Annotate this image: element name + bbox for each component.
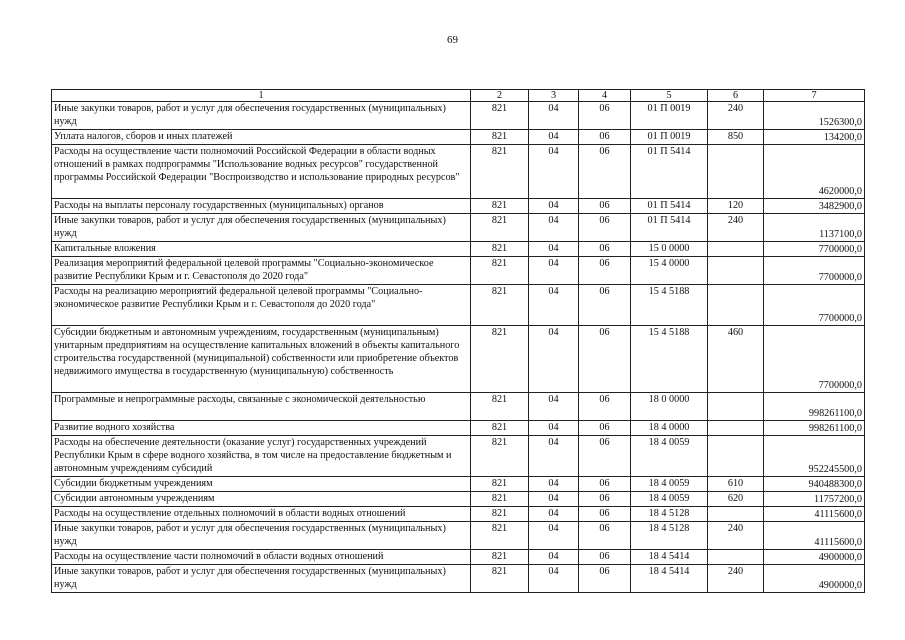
row-sum xyxy=(764,393,865,421)
row-pr: 06 xyxy=(579,102,631,130)
row-ved: 821 xyxy=(471,242,529,257)
row-rz: 04 xyxy=(529,492,579,507)
row-vr xyxy=(708,393,764,421)
row-name: Расходы на осуществление части полномочий Российской Федерации в области водных отношений в рамках подпрограммы "Использование водных ресурсов" государственной программы Российской Федерации "Воспроизводство и использование природных ресурсов" xyxy=(52,145,471,199)
table-row xyxy=(52,285,865,326)
row-vr xyxy=(708,507,764,522)
row-name: Реализация мероприятий федеральной целевой программы "Социально-экономическое развитие Республики Крым и г. Севастополя до 2020 года" xyxy=(52,257,471,285)
row-rz: 04 xyxy=(529,393,579,421)
row-csr: 18 4 5128 xyxy=(631,522,708,550)
row-rz: 04 xyxy=(529,436,579,477)
row-name: Иные закупки товаров, работ и услуг для обеспечения государственных (муниципальных) нужд xyxy=(52,522,471,550)
row-sum-value: 998261100,0 xyxy=(808,423,862,434)
table-row xyxy=(52,242,865,257)
table-row xyxy=(52,421,865,436)
row-vr xyxy=(708,421,764,436)
row-csr: 01 П 0019 xyxy=(631,102,708,130)
row-pr: 06 xyxy=(579,477,631,492)
row-sum xyxy=(764,522,865,550)
row-rz: 04 xyxy=(529,477,579,492)
row-ved: 821 xyxy=(471,550,529,565)
column-header: 1 xyxy=(52,90,471,102)
row-sum xyxy=(764,326,865,393)
row-csr: 15 0 0000 xyxy=(631,242,708,257)
row-ved: 821 xyxy=(471,285,529,326)
row-csr: 01 П 0019 xyxy=(631,130,708,145)
row-sum xyxy=(764,492,865,507)
row-sum xyxy=(764,199,865,214)
row-sum xyxy=(764,214,865,242)
row-rz: 04 xyxy=(529,326,579,393)
row-sum-value: 952245500,0 xyxy=(808,464,862,475)
row-ved: 821 xyxy=(471,436,529,477)
table-row xyxy=(52,492,865,507)
row-sum-value: 11757200,0 xyxy=(813,494,862,505)
row-pr: 06 xyxy=(579,214,631,242)
row-csr: 01 П 5414 xyxy=(631,145,708,199)
row-sum-value: 1526300,0 xyxy=(818,117,862,128)
column-header: 5 xyxy=(631,90,708,102)
row-ved: 821 xyxy=(471,522,529,550)
row-name: Субсидии автономным учреждениям xyxy=(52,492,471,507)
row-csr: 18 4 0059 xyxy=(631,436,708,477)
row-sum-value: 41115600,0 xyxy=(814,509,862,520)
row-pr: 06 xyxy=(579,507,631,522)
row-pr: 06 xyxy=(579,257,631,285)
row-pr: 06 xyxy=(579,145,631,199)
row-sum xyxy=(764,145,865,199)
column-header: 2 xyxy=(471,90,529,102)
row-rz: 04 xyxy=(529,214,579,242)
row-rz: 04 xyxy=(529,285,579,326)
table-row xyxy=(52,436,865,477)
row-ved: 821 xyxy=(471,393,529,421)
row-ved: 821 xyxy=(471,214,529,242)
column-number-row xyxy=(52,90,865,102)
row-vr xyxy=(708,550,764,565)
table-row xyxy=(52,130,865,145)
row-sum xyxy=(764,257,865,285)
row-vr: 240 xyxy=(708,565,764,593)
row-sum xyxy=(764,565,865,593)
row-ved: 821 xyxy=(471,326,529,393)
row-sum xyxy=(764,477,865,492)
row-rz: 04 xyxy=(529,242,579,257)
table-row xyxy=(52,550,865,565)
table-row xyxy=(52,145,865,199)
table-row xyxy=(52,477,865,492)
row-csr: 18 0 0000 xyxy=(631,393,708,421)
row-vr xyxy=(708,145,764,199)
budget-table xyxy=(51,89,865,593)
row-sum xyxy=(764,130,865,145)
table-row xyxy=(52,102,865,130)
row-sum-value: 4900000,0 xyxy=(818,580,862,591)
row-name: Иные закупки товаров, работ и услуг для обеспечения государственных (муниципальных) нужд xyxy=(52,102,471,130)
table-row xyxy=(52,257,865,285)
row-sum-value: 4620000,0 xyxy=(818,186,862,197)
row-csr: 18 4 5128 xyxy=(631,507,708,522)
column-header: 4 xyxy=(579,90,631,102)
column-header: 6 xyxy=(708,90,764,102)
row-vr: 240 xyxy=(708,102,764,130)
row-rz: 04 xyxy=(529,130,579,145)
row-rz: 04 xyxy=(529,145,579,199)
row-csr: 18 4 0059 xyxy=(631,477,708,492)
row-name: Субсидии бюджетным учреждениям xyxy=(52,477,471,492)
row-sum xyxy=(764,421,865,436)
row-pr: 06 xyxy=(579,492,631,507)
row-ved: 821 xyxy=(471,477,529,492)
row-csr: 15 4 5188 xyxy=(631,326,708,393)
row-ved: 821 xyxy=(471,421,529,436)
row-pr: 06 xyxy=(579,393,631,421)
row-vr: 610 xyxy=(708,477,764,492)
row-sum-value: 4900000,0 xyxy=(818,552,862,563)
row-name: Расходы на выплаты персоналу государственных (муниципальных) органов xyxy=(52,199,471,214)
row-sum xyxy=(764,242,865,257)
row-vr: 240 xyxy=(708,522,764,550)
row-sum-value: 41115600,0 xyxy=(814,537,862,548)
row-csr: 01 П 5414 xyxy=(631,199,708,214)
row-pr: 06 xyxy=(579,326,631,393)
row-rz: 04 xyxy=(529,507,579,522)
row-ved: 821 xyxy=(471,565,529,593)
row-vr xyxy=(708,242,764,257)
row-csr: 15 4 5188 xyxy=(631,285,708,326)
row-ved: 821 xyxy=(471,130,529,145)
row-csr: 18 4 0000 xyxy=(631,421,708,436)
row-vr: 120 xyxy=(708,199,764,214)
row-csr: 18 4 0059 xyxy=(631,492,708,507)
row-ved: 821 xyxy=(471,145,529,199)
page-number: 69 xyxy=(447,34,458,46)
row-name: Субсидии бюджетным и автономным учреждениям, государственным (муниципальным) унитарным предприятиям на осуществление капитальных вложений в объекты капитального строительства государственной (муниципальной) собственности или приобретение объектов недвижимого имущества в государственную (муниципальную) собственность xyxy=(52,326,471,393)
row-pr: 06 xyxy=(579,285,631,326)
row-vr xyxy=(708,257,764,285)
row-vr xyxy=(708,285,764,326)
row-sum xyxy=(764,436,865,477)
table-row xyxy=(52,199,865,214)
row-sum-value: 1137100,0 xyxy=(819,229,862,240)
row-csr: 01 П 5414 xyxy=(631,214,708,242)
table-row xyxy=(52,393,865,421)
table-row xyxy=(52,214,865,242)
row-sum-value: 7700000,0 xyxy=(818,272,862,283)
row-csr: 18 4 5414 xyxy=(631,565,708,593)
column-header: 7 xyxy=(764,90,865,102)
table-row xyxy=(52,522,865,550)
row-name: Программные и непрограммные расходы, связанные с экономической деятельностью xyxy=(52,393,471,421)
row-sum-value: 7700000,0 xyxy=(818,244,862,255)
row-vr xyxy=(708,436,764,477)
row-rz: 04 xyxy=(529,550,579,565)
row-name: Расходы на обеспечение деятельности (оказание услуг) государственных учреждений Республики Крым в сфере водного хозяйства, в том числе на предоставление бюджетным и автономным учреждениям субсидий xyxy=(52,436,471,477)
row-name: Иные закупки товаров, работ и услуг для обеспечения государственных (муниципальных) нужд xyxy=(52,565,471,593)
row-rz: 04 xyxy=(529,522,579,550)
row-ved: 821 xyxy=(471,492,529,507)
row-name: Уплата налогов, сборов и иных платежей xyxy=(52,130,471,145)
row-sum-value: 998261100,0 xyxy=(808,408,862,419)
row-name: Расходы на осуществление части полномочий в области водных отношений xyxy=(52,550,471,565)
row-ved: 821 xyxy=(471,102,529,130)
row-sum xyxy=(764,550,865,565)
row-ved: 821 xyxy=(471,257,529,285)
row-name: Капитальные вложения xyxy=(52,242,471,257)
row-name: Развитие водного хозяйства xyxy=(52,421,471,436)
row-pr: 06 xyxy=(579,565,631,593)
row-vr: 620 xyxy=(708,492,764,507)
row-rz: 04 xyxy=(529,102,579,130)
row-sum-value: 940488300,0 xyxy=(808,479,862,490)
row-vr: 850 xyxy=(708,130,764,145)
row-csr: 15 4 0000 xyxy=(631,257,708,285)
row-sum-value: 7700000,0 xyxy=(818,313,862,324)
row-ved: 821 xyxy=(471,507,529,522)
row-pr: 06 xyxy=(579,550,631,565)
row-ved: 821 xyxy=(471,199,529,214)
row-rz: 04 xyxy=(529,199,579,214)
row-vr: 460 xyxy=(708,326,764,393)
row-pr: 06 xyxy=(579,421,631,436)
row-pr: 06 xyxy=(579,522,631,550)
row-sum-value: 134200,0 xyxy=(823,132,862,143)
table-row xyxy=(52,326,865,393)
row-sum-value: 3482900,0 xyxy=(818,201,862,212)
row-name: Расходы на реализацию мероприятий федеральной целевой программы "Социально-экономическое развитие Республики Крым и г. Севастополя до 2020 года" xyxy=(52,285,471,326)
table-row xyxy=(52,565,865,593)
row-rz: 04 xyxy=(529,421,579,436)
row-rz: 04 xyxy=(529,565,579,593)
row-vr: 240 xyxy=(708,214,764,242)
row-sum xyxy=(764,102,865,130)
row-pr: 06 xyxy=(579,199,631,214)
table-row xyxy=(52,507,865,522)
row-sum xyxy=(764,285,865,326)
row-name: Иные закупки товаров, работ и услуг для обеспечения государственных (муниципальных) нужд xyxy=(52,214,471,242)
row-pr: 06 xyxy=(579,242,631,257)
row-pr: 06 xyxy=(579,130,631,145)
row-sum-value: 7700000,0 xyxy=(818,380,862,391)
row-name: Расходы на осуществление отдельных полномочий в области водных отношений xyxy=(52,507,471,522)
row-rz: 04 xyxy=(529,257,579,285)
column-header: 3 xyxy=(529,90,579,102)
row-pr: 06 xyxy=(579,436,631,477)
row-csr: 18 4 5414 xyxy=(631,550,708,565)
row-sum xyxy=(764,507,865,522)
